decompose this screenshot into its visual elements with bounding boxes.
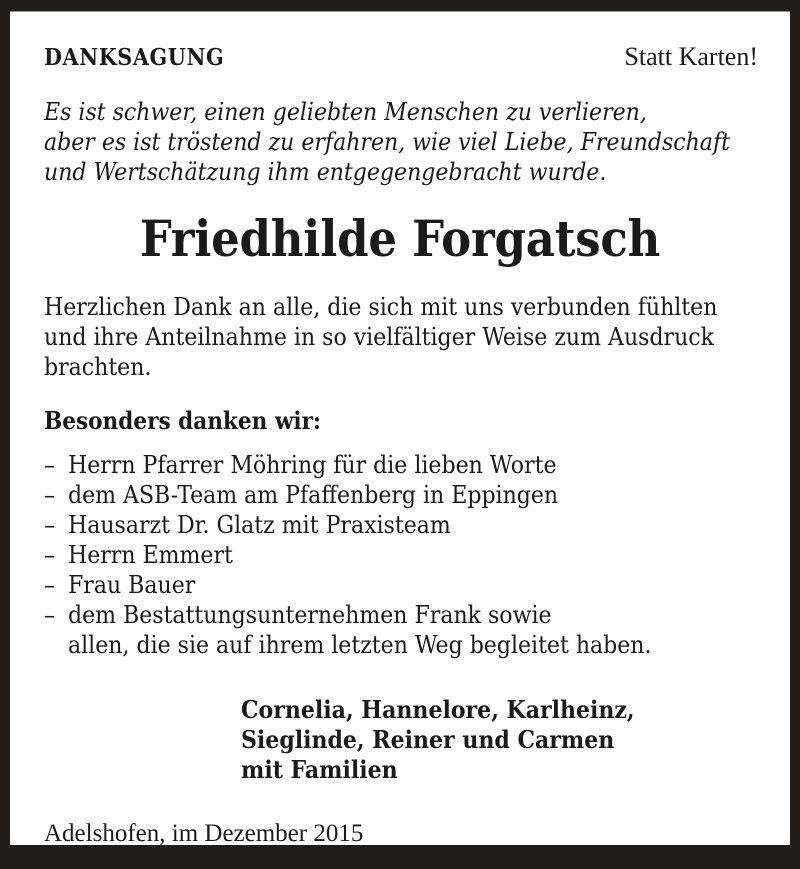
special-thanks-heading: Besonders danken wir: xyxy=(44,406,321,435)
verse-line-2: aber es ist tröstend zu erfahren, wie viel Liebe, Freundschaft xyxy=(44,127,730,156)
notice-card xyxy=(10,11,790,845)
signature-line-3: mit Familien xyxy=(241,755,398,784)
signature-line-1: Cornelia, Hannelore, Karlheinz, xyxy=(241,695,635,724)
memorial-verse xyxy=(44,97,766,187)
list-item xyxy=(44,480,766,510)
place-and-date: Adelshofen, im Dezember 2015 xyxy=(44,820,364,845)
list-item-text xyxy=(68,570,766,600)
notice-category-label: DANKSAGUNG xyxy=(44,44,225,71)
list-item-line-1: dem ASB-Team am Pfaffenberg in Eppingen xyxy=(68,480,559,509)
list-item-line-1: Hausarzt Dr. Glatz mit Praxisteam xyxy=(68,510,451,539)
verse-line-3: und Wertschätzung ihm entgegengebracht wurde. xyxy=(44,157,607,186)
verse-line-1: Es ist schwer, einen geliebten Menschen zu verlieren, xyxy=(44,97,647,126)
list-item-line-1: dem Bestattungsunternehmen Frank sowie xyxy=(68,600,552,629)
notice-header xyxy=(44,12,766,70)
thanks-line-1: Herzlichen Dank an alle, die sich mit uns verbunden fühlten xyxy=(44,292,718,321)
dash-bullet-icon: – xyxy=(44,450,56,479)
special-thanks-list xyxy=(44,450,766,660)
list-item-line-1: Herrn Emmert xyxy=(68,540,233,569)
dash-bullet-icon: – xyxy=(44,540,56,569)
list-item-text xyxy=(68,510,766,540)
family-signature xyxy=(241,695,766,785)
list-item-text xyxy=(68,450,766,480)
notice-content xyxy=(10,12,790,845)
list-item-line-2: allen, die sie auf ihrem letzten Weg begleitet haben. xyxy=(68,630,652,659)
list-item-text xyxy=(68,540,766,570)
list-item xyxy=(44,570,766,600)
statt-karten-note: Statt Karten! xyxy=(624,42,758,71)
list-item-text xyxy=(68,480,766,510)
dash-bullet-icon: – xyxy=(44,570,56,599)
list-item-line-1: Frau Bauer xyxy=(68,570,196,599)
dash-bullet-icon: – xyxy=(44,600,56,629)
dash-bullet-icon: – xyxy=(44,510,56,539)
dash-bullet-icon: – xyxy=(44,480,56,509)
list-item xyxy=(44,510,766,540)
list-item xyxy=(44,540,766,570)
deceased-name: Friedhilde Forgatsch xyxy=(139,209,661,268)
list-item-line-1: Herrn Pfarrer Möhring für die lieben Worte xyxy=(68,450,557,479)
list-item xyxy=(44,450,766,480)
list-item xyxy=(44,600,766,660)
list-item-text xyxy=(68,600,766,660)
thanks-paragraph xyxy=(44,292,766,382)
thanks-line-3: brachten. xyxy=(44,352,152,381)
signature-line-2: Sieglinde, Reiner und Carmen xyxy=(241,725,615,754)
thanks-line-2: und ihre Anteilnahme in so vielfältiger Weise zum Ausdruck xyxy=(44,322,714,351)
